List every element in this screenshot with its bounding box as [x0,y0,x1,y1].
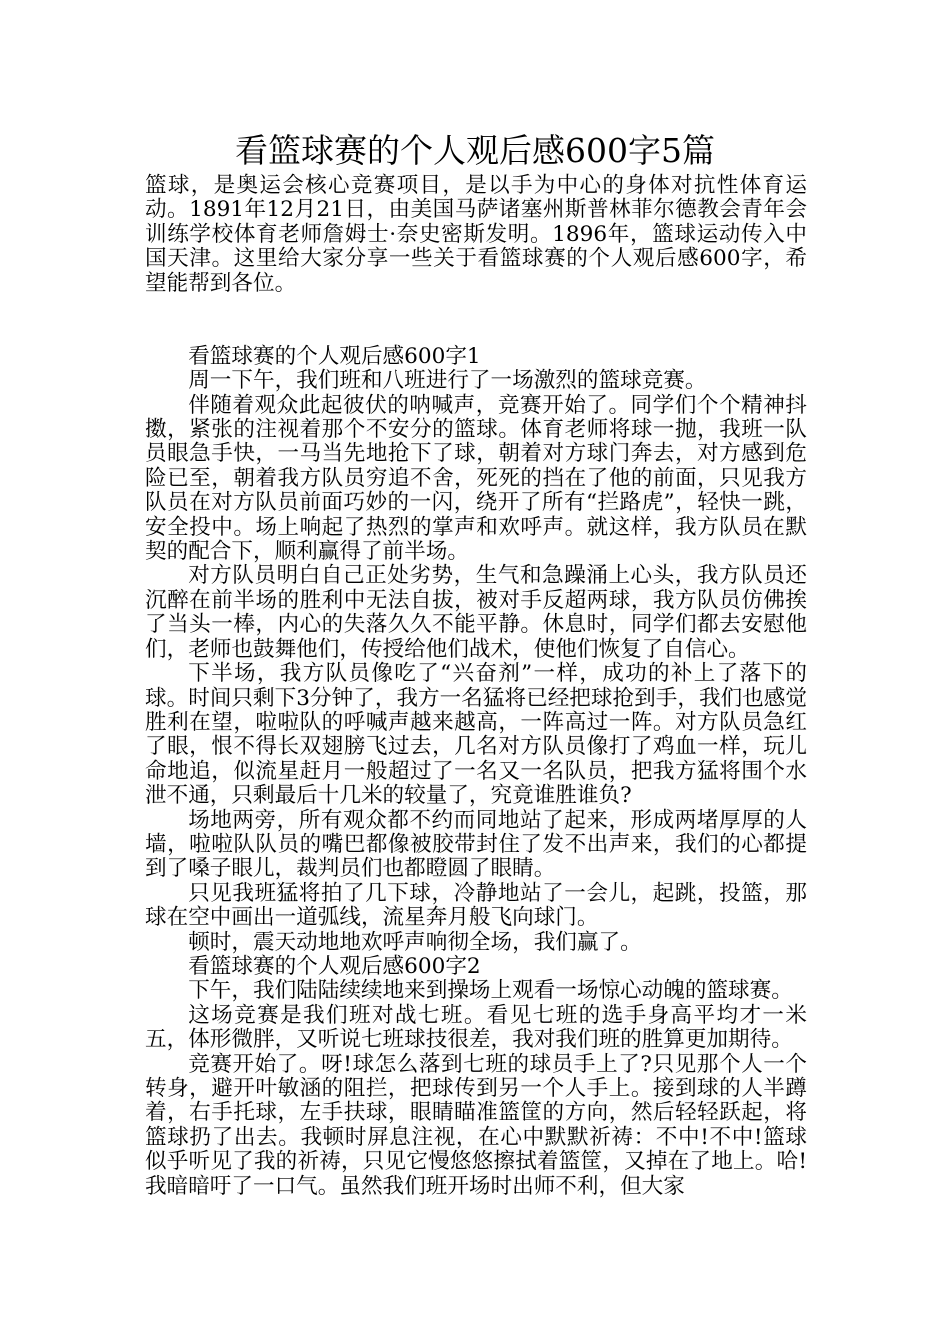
paragraph: 下午，我们陆陆续续地来到操场上观看一场惊心动魄的篮球赛。 [188,978,793,1004]
paragraph: 下半场，我方队员像吃了“兴奋剂”一样，成功的补上了落下的球。时间只剩下3分钟了，我方一名猛将已经把球抢到手，我们也感觉胜利在望，啦啦队的呼喊声越来越高，一阵高过一阵。对方队员急红了眼，恨不得长双翅膀飞过去，几名对方队员像打了鸡血一样，玩儿命地追，似流星赶月一般超过了一名又一名队员，把我方猛将围个水泄不通，只剩最后十几米的较量了，究竟谁胜谁负? [145,661,807,809]
paragraph: 场地两旁，所有观众都不约而同地站了起来，形成两堵厚厚的人墙，啦啦队队员的嘴巴都像被胶带封住了发不出声来，我们的心都提到了嗓子眼儿，裁判员们也都瞪圆了眼睛。 [145,807,807,882]
paragraph: 周一下午，我们班和八班进行了一场激烈的篮球竞赛。 [188,368,707,394]
section-heading-2: 看篮球赛的个人观后感600字2 [188,953,481,979]
section-heading-1: 看篮球赛的个人观后感600字1 [188,343,481,369]
paragraph: 竞赛开始了。呀!球怎么落到七班的球员手上了?只见那个人一个转身，避开叶敏涵的阻拦，把球传到另一个人手上。接到球的人半蹲着，右手托球，左手扶球，眼睛瞄准篮筐的方向，然后轻轻跃起，将篮球扔了出去。我顿时屏息注视，在心中默默祈祷：不中!不中!篮球似乎听见了我的祈祷，只见它慢悠悠擦拭着篮筐，又掉在了地上。哈!我暗暗吁了一口气。虽然我们班开场时出师不利，但大家 [145,1051,807,1199]
document-body [145,174,807,1199]
paragraph: 这场竞赛是我们班对战七班。看见七班的选手身高平均才一米五，体形微胖，又听说七班球技很差，我对我们班的胜算更加期待。 [145,1002,807,1053]
paragraph: 只见我班猛将拍了几下球，冷静地站了一会儿，起跳，投篮，那球在空中画出一道弧线，流星奔月般飞向球门。 [145,880,807,931]
paragraph: 对方队员明白自己正处劣势，生气和急躁涌上心头，我方队员还沉醉在前半场的胜利中无法自拔，被对手反超两球，我方队员仿佛挨了当头一棒，内心的失落久久不能平静。休息时，同学们都去安慰他们，老师也鼓舞他们，传授给他们战术，使他们恢复了自信心。 [145,563,807,662]
intro-paragraph: 篮球，是奥运会核心竞赛项目，是以手为中心的身体对抗性体育运动。1891年12月21日，由美国马萨诸塞州斯普林菲尔德教会青年会训练学校体育老师詹姆士·奈史密斯发明。1896年，篮球运动传入中国天津。这里给大家分享一些关于看篮球赛的个人观后感600字，希望能帮到各位。 [145,173,807,296]
paragraph: 伴随着观众此起彼伏的呐喊声，竞赛开始了。同学们个个精神抖擞，紧张的注视着那个不安分的篮球。体育老师将球一抛，我班一队员眼急手快，一马当先地抢下了球，朝着对方球门奔去，对方感到危险已至，朝着我方队员穷追不舍，死死的挡在了他的前面，只见我方队员在对方队员前面巧妙的一闪，绕开了所有“拦路虎”，轻快一跳，安全投中。场上响起了热烈的掌声和欢呼声。就这样，我方队员在默契的配合下，顺利赢得了前半场。 [145,392,807,565]
paragraph: 顿时，震天动地地欢呼声响彻全场，我们赢了。 [188,929,642,955]
paragraph-spacer [145,296,807,345]
page-title: 看篮球赛的个人观后感600字5篇 [235,131,715,170]
